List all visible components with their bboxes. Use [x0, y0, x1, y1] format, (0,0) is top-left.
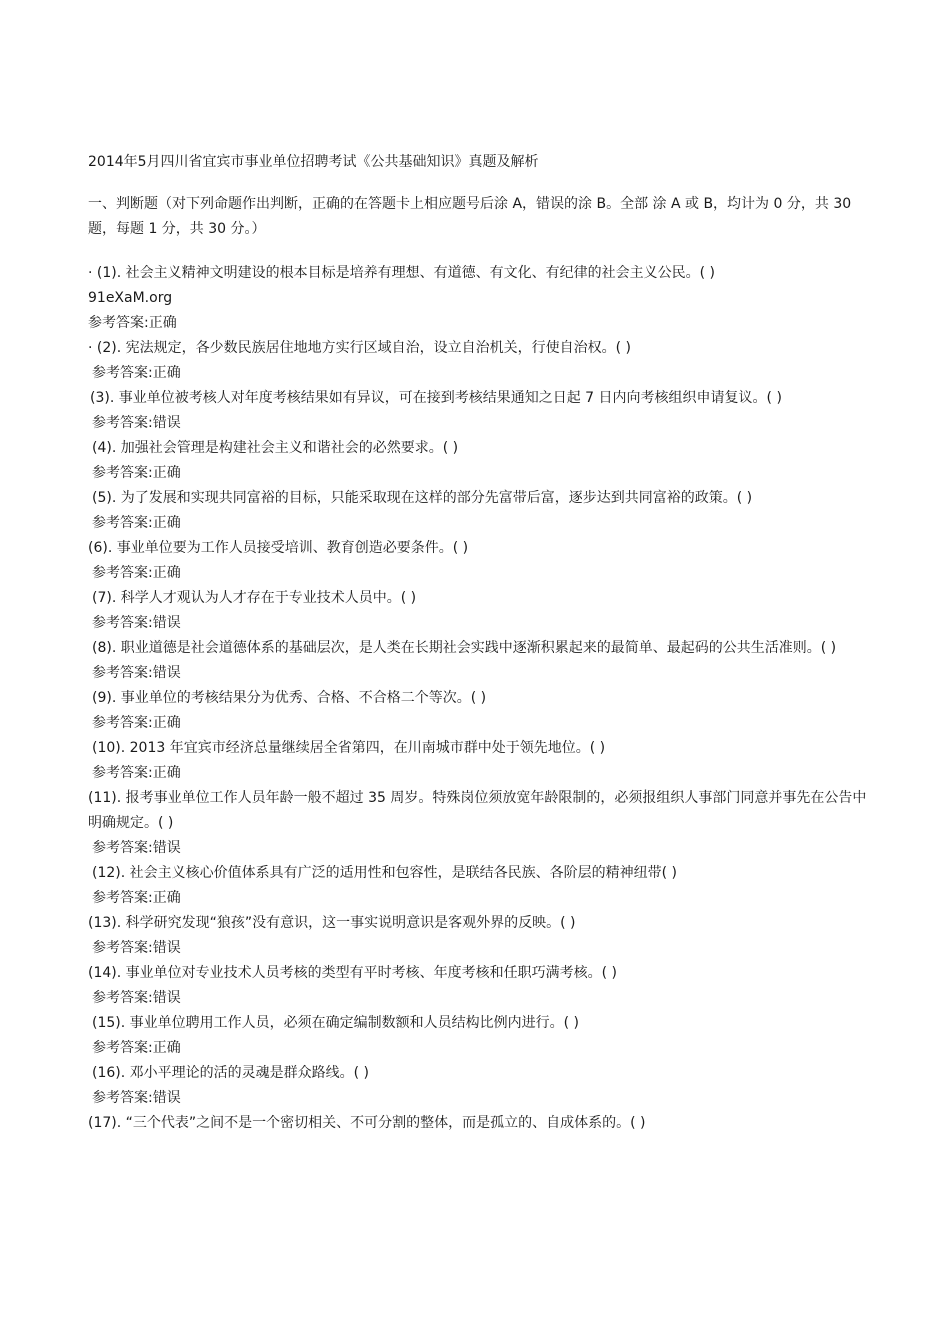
answer-7: 参考答案:错误 — [92, 615, 181, 631]
answer-13: 参考答案:错误 — [92, 940, 181, 956]
question-6: (6). 事业单位要为工作人员接受培训、教育创造必要条件。( ) — [88, 540, 469, 556]
document-page — [88, 150, 868, 1136]
document-title: 2014年5月四川省宜宾市事业单位招聘考试《公共基础知识》真题及解析 — [88, 154, 539, 170]
question-9: (9). 事业单位的考核结果分为优秀、合格、不合格二个等次。( ) — [92, 690, 487, 706]
question-13: (13). 科学研究发现“狼孩”没有意识，这一事实说明意识是客观外界的反映。( ) — [88, 915, 576, 931]
answer-9: 参考答案:正确 — [92, 715, 181, 731]
question-1: · (1). 社会主义精神文明建设的根本目标是培养有理想、有道德、有文化、有纪律的社会主义公民。( ) — [88, 265, 716, 281]
answer-2: 参考答案:正确 — [92, 365, 181, 381]
answer-14: 参考答案:错误 — [92, 990, 181, 1006]
question-14: (14). 事业单位对专业技术人员考核的类型有平时考核、年度考核和任职巧满考核。( ) — [88, 965, 618, 981]
question-10: (10). 2013 年宜宾市经济总量继续居全省第四，在川南城市群中处于领先地位。( ) — [92, 740, 606, 756]
answer-5: 参考答案:正确 — [92, 515, 181, 531]
watermark-text: 91eXaM.org — [88, 290, 173, 306]
question-4: (4). 加强社会管理是构建社会主义和谐社会的必然要求。( ) — [92, 440, 459, 456]
question-11: (11). 报考事业单位工作人员年龄一般不超过 35 周岁。特殊岗位须放宽年龄限制的，必须报组织人事部门同意并事先在公告中明确规定。( ) — [88, 790, 867, 831]
answer-4: 参考答案:正确 — [92, 465, 181, 481]
question-8: (8). 职业道德是社会道德体系的基础层次，是人类在长期社会实践中逐渐积累起来的最简单、最起码的公共生活准则。( ) — [92, 640, 837, 656]
question-2: · (2). 宪法规定，各少数民族居住地地方实行区域自治，设立自治机关，行使自治权。( ) — [88, 340, 632, 356]
question-5: (5). 为了发展和实现共同富裕的目标，只能采取现在这样的部分先富带后富，逐步达到共同富裕的政策。( ) — [92, 490, 753, 506]
question-17: (17). “三个代表”之间不是一个密切相关、不可分割的整体，而是孤立的、自成体系的。( ) — [88, 1115, 646, 1131]
answer-12: 参考答案:正确 — [92, 890, 181, 906]
answer-1: 参考答案:正确 — [88, 315, 177, 331]
section-heading: 一、判断题（对下列命题作出判断，正确的在答题卡上相应题号后涂 A，错误的涂 B。全部 涂 A 或 B，均计为 0 分，共 30 题，每题 1 分，共 30 分。） — [88, 196, 852, 237]
answer-11: 参考答案:错误 — [92, 840, 181, 856]
question-15: (15). 事业单位聘用工作人员，必须在确定编制数额和人员结构比例内进行。( ) — [92, 1015, 580, 1031]
answer-3: 参考答案:错误 — [92, 415, 181, 431]
answer-10: 参考答案:正确 — [92, 765, 181, 781]
answer-16: 参考答案:错误 — [92, 1090, 181, 1106]
question-list — [88, 261, 868, 1136]
answer-8: 参考答案:错误 — [92, 665, 181, 681]
answer-6: 参考答案:正确 — [92, 565, 181, 581]
question-3: (3). 事业单位被考核人对年度考核结果如有异议，可在接到考核结果通知之日起 7 日内向考核组织申请复议。( ) — [90, 390, 782, 406]
answer-15: 参考答案:正确 — [92, 1040, 181, 1056]
question-12: (12). 社会主义核心价值体系具有广泛的适用性和包容性，是联结各民族、各阶层的精神纽带( ) — [92, 865, 678, 881]
question-7: (7). 科学人才观认为人才存在于专业技术人员中。( ) — [92, 590, 417, 606]
question-16: (16). 邓小平理论的活的灵魂是群众路线。( ) — [92, 1065, 370, 1081]
